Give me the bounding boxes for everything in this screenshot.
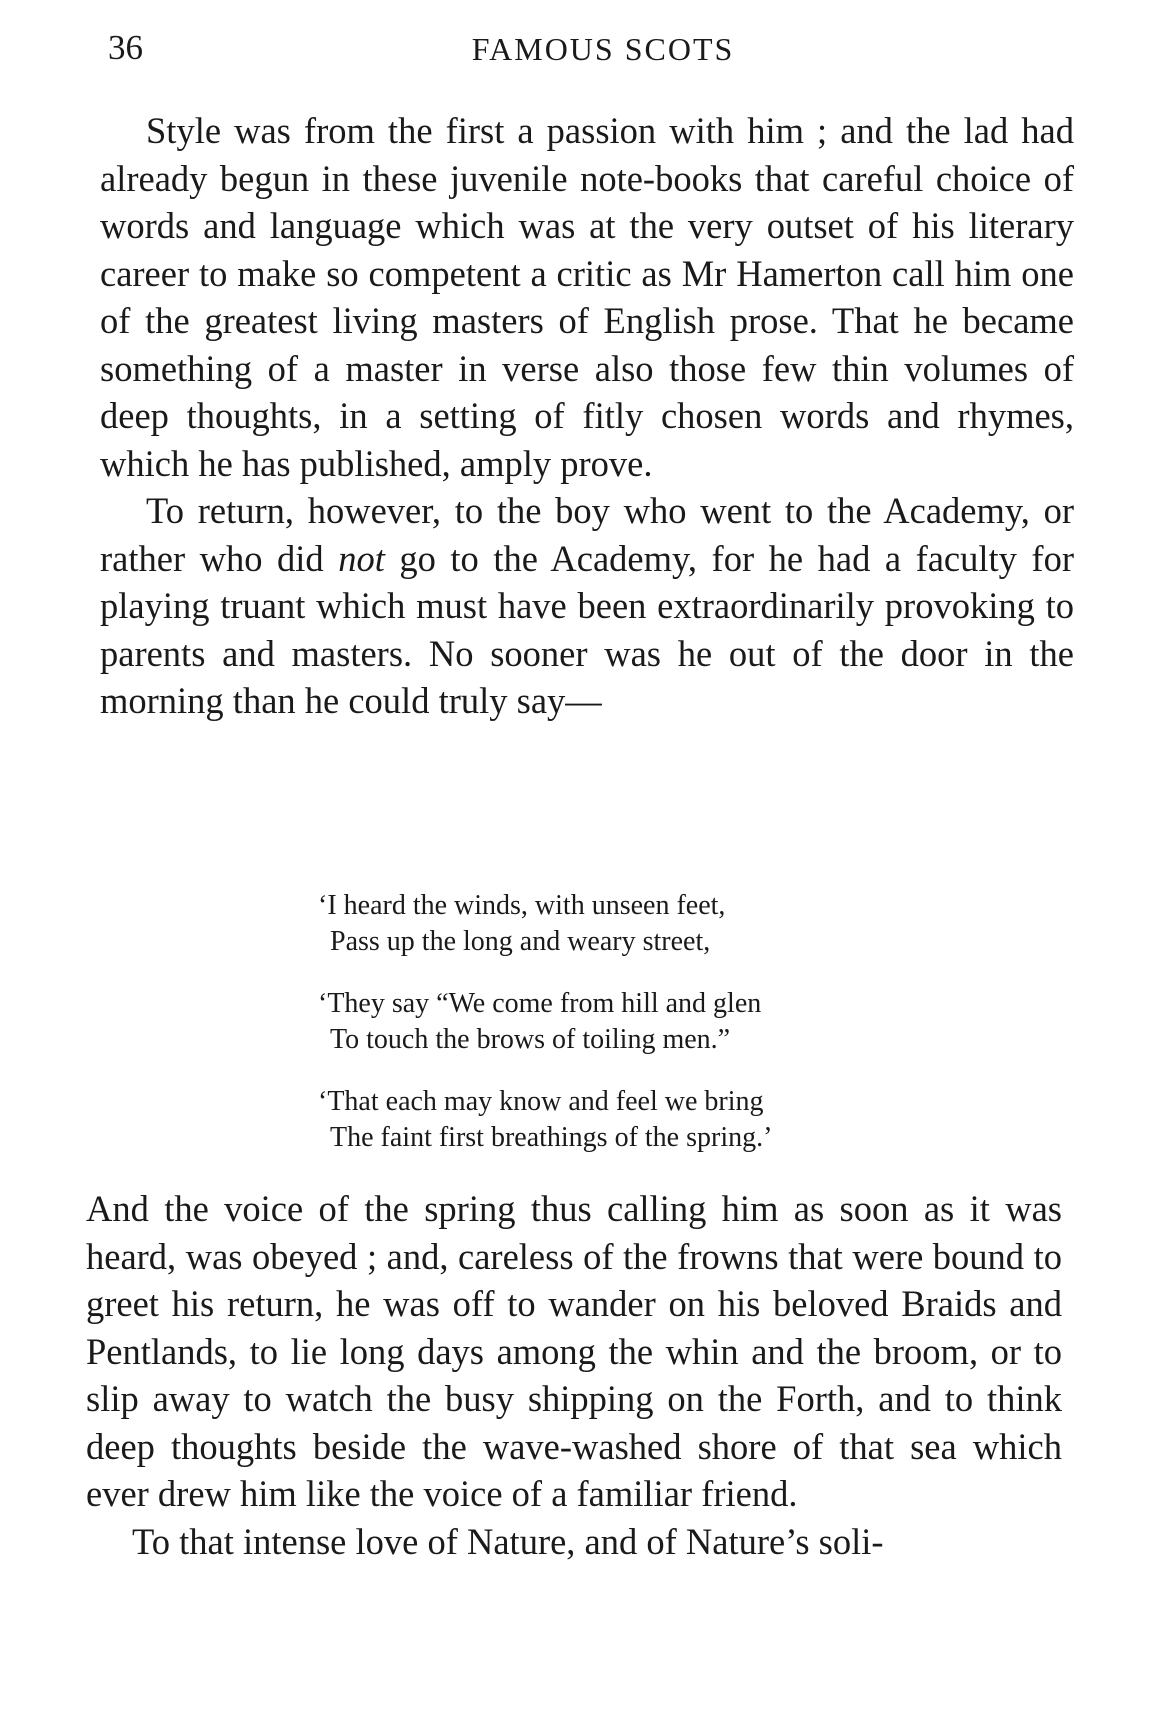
body-text-top — [100, 107, 1074, 725]
paragraph-nature: To that intense love of Nature, and of Nature’s soli- — [132, 1520, 884, 1562]
verse-stanza — [318, 986, 938, 1058]
verse-line: ‘I heard the winds, with unseen feet, — [318, 890, 726, 921]
italic-word: not — [338, 537, 385, 579]
page-number: 36 — [108, 28, 143, 67]
paragraph-spring: And the voice of the spring thus calling him as soon as it was heard, was obeyed ; and, careless of the frowns that were bound to greet his return, he was off to wander on his beloved Braids and Pentlands, to lie long days among the whin and the broom, or to slip away to watch the busy shipping on the Forth, and to think deep thoughts beside the wave-washed shore of that sea which ever drew him like the voice of a familiar friend. — [86, 1188, 1062, 1514]
verse-quotation — [318, 888, 938, 1182]
paragraph-return — [100, 487, 1074, 725]
verse-line: To touch the brows of toiling men.” — [330, 1024, 731, 1055]
paragraph-text-continued: go to the Academy, for he had a faculty for playing truant which must have been extraordinarily provoking to parents and masters. No sooner was he out of the door in the morning than he could truly say— — [100, 537, 1074, 721]
verse-stanza — [318, 888, 938, 960]
verse-line: Pass up the long and weary street, — [330, 926, 711, 957]
running-head — [108, 28, 1068, 78]
paragraph-text: To return, however, to the boy who went to the Academy, or rather who did — [100, 490, 1074, 579]
verse-line: The faint first breathings of the spring.’ — [330, 1122, 773, 1153]
body-text-bottom — [86, 1185, 1062, 1565]
verse-line: ‘That each may know and feel we bring — [318, 1086, 764, 1117]
verse-line: ‘They say “We come from hill and glen — [318, 988, 762, 1019]
running-title: FAMOUS SCOTS — [471, 31, 735, 67]
verse-stanza — [318, 1084, 938, 1156]
paragraph-text: Style was from the first a passion with him ; and the lad had already begun in these juvenile note-books that careful choice of words and language which was at the very outset of his literary career to make so competent a critic as Mr Hamerton call him one of the greatest living masters of English prose. That he became something of a master in verse also those few thin volumes of deep thoughts, in a setting of fitly chosen words and rhymes, which he has published, amply prove. — [100, 110, 1074, 484]
paragraph-style — [100, 107, 1074, 487]
